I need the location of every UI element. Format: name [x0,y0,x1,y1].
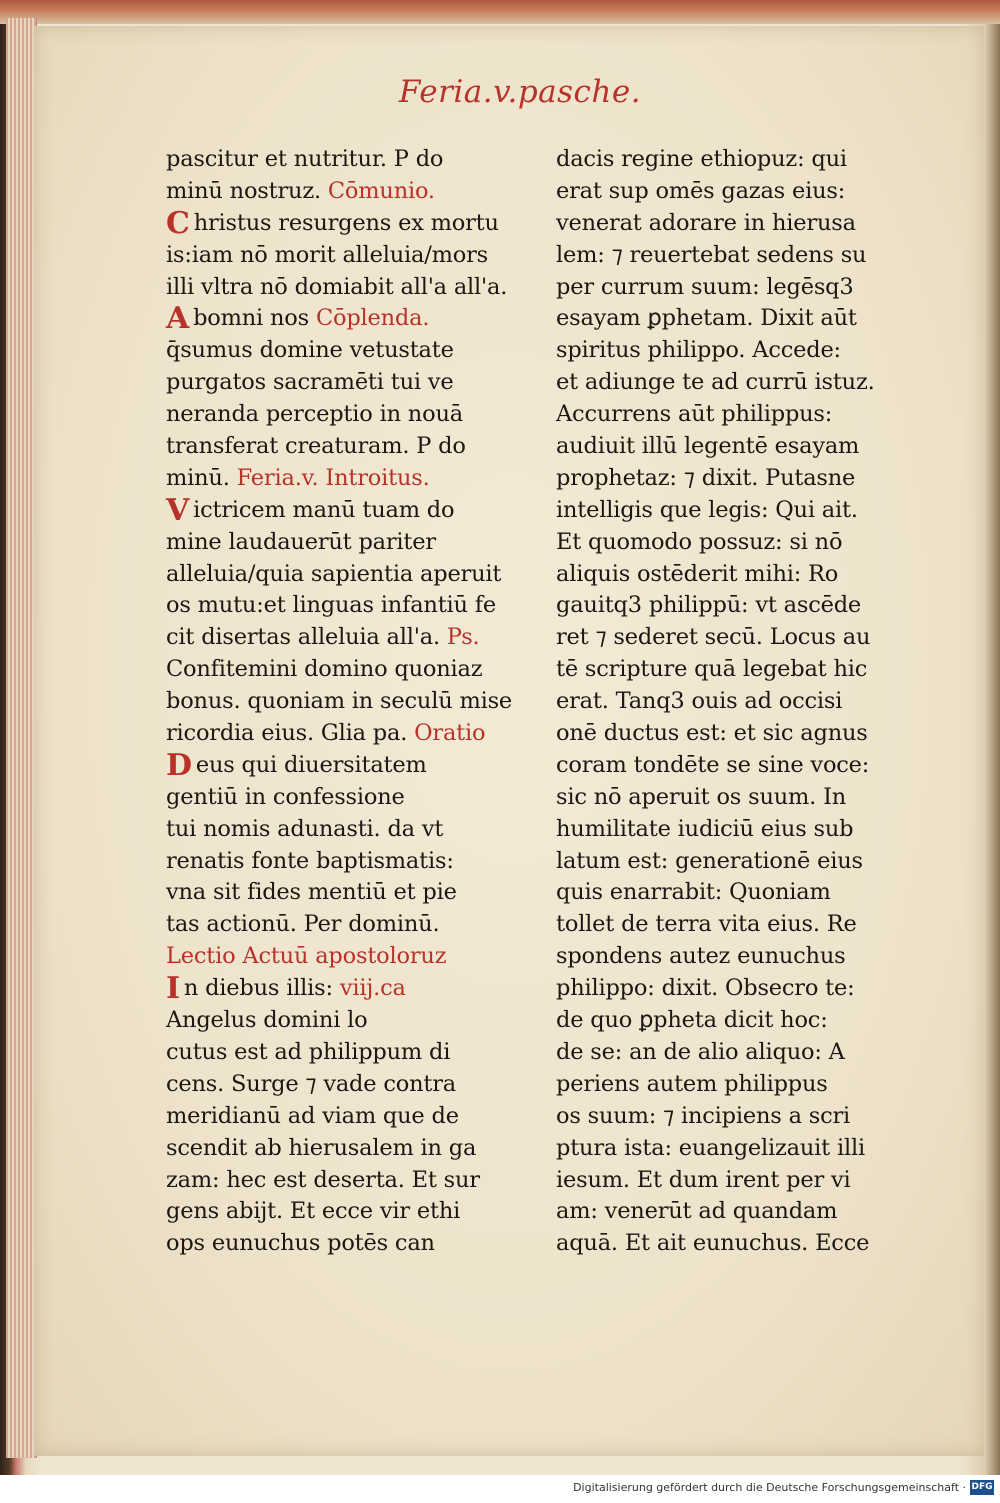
line-text: ictricem manū tuam do [193,496,455,523]
text-line: per currum suum: legēsq3 [556,273,854,300]
text-line: tollet de terra vita eius. Re [556,911,857,938]
initial-letter: I [166,971,180,1007]
line-text: scendit ab hierusalem in ga [166,1134,477,1161]
initial-letter: C [166,205,190,241]
text-line: aliquis ostēderit mihi: Ro [556,560,839,587]
line-text: pascitur et nutritur. P do [166,146,444,172]
text-line: humilitate iudiciū eius sub [556,815,854,842]
text-line [166,144,511,176]
text-line [166,1037,511,1069]
text-line: et adiunge te ad currū istuz. [556,369,875,396]
line-text: minū. [166,464,237,491]
line-text: alleluia/quia sapientia aperuit [166,560,502,587]
text-line: aquā. Et ait eunuchus. Ecce [556,1230,870,1257]
text-line: sic nō aperuit os suum. In [556,783,847,810]
line-text: eus qui diuersitatem [195,751,427,778]
text-line [166,367,511,399]
text-line: erat sup omēs gazas eius: [556,177,846,204]
text-line [166,335,511,367]
text-line [166,747,511,783]
text-line [166,1165,511,1197]
text-line [166,205,511,241]
text-line: de quo ꝑpheta dicit hoc: [556,1007,828,1034]
text-line: os suum: ⁊ incipiens a scri [556,1102,851,1129]
text-line: ptura ista: euangelizauit illi [556,1134,865,1161]
text-line [166,1228,511,1260]
text-line [166,973,511,1005]
running-title: Feria.v.pasche. [398,74,642,110]
text-line: esayam ꝑphetam. Dixit aūt [556,305,857,332]
line-text: mine laudauerūt pariter [166,528,436,555]
text-line: audiuit illū legentē esayam [556,433,860,460]
rubric-text: Lectio Actuū apostoloruz [166,943,447,970]
initial-letter: D [166,747,192,783]
initial-letter: A [166,301,190,337]
text-line: de se: an de alio aliquo: A [556,1038,845,1065]
text-line: erat. Tanq3 ouis ad occisi [556,688,843,715]
line-text: is:iam nō morit alleluia/mors [166,241,489,268]
funding-credit: Digitalisierung gefördert durch die Deutsche Forschungsgemeinschaft · [573,1481,966,1494]
text-line: prophetaz: ⁊ dixit. Putasne [556,464,856,491]
line-text: ricordia eius. Glia pa. [166,720,415,747]
line-text: vna sit fides mentiū et pie [166,879,457,906]
text-line: philippo: dixit. Obsecro te: [556,975,855,1002]
text-line [166,782,511,814]
text-line: lem: ⁊ reuertebat sedens su [556,241,867,268]
text-line [166,846,511,878]
text-line: onē ductus est: et sic agnus [556,720,868,747]
footer-bar [0,1475,1000,1503]
line-text: q̄sumus domine vetustate [166,337,454,364]
rubric-text: Oratio [414,720,486,747]
text-line [166,527,511,559]
line-text: gentiū in confessione [166,783,405,810]
text-line: venerat adorare in hierusa [556,209,856,236]
text-line [166,1196,511,1228]
line-text: renatis fonte baptismatis: [166,847,454,874]
text-line [166,654,511,686]
text-line: coram tondēte se sine voce: [556,751,870,778]
line-text: tas actionū. Per dominū. [166,911,440,938]
line-text: cutus est ad philippum di [166,1038,451,1065]
initial-letter: V [166,492,190,528]
line-text: neranda perceptio in nouā [166,401,463,428]
text-line [166,559,511,591]
text-line [166,399,511,431]
text-line [166,1101,511,1133]
text-line: Accurrens aūt philippus: [556,401,833,428]
text-line [166,463,511,495]
dfg-logo: DFG [970,1480,994,1495]
line-text: Angelus domini lo [166,1007,368,1034]
rubric-text: Cōplenda. [315,305,430,332]
line-text: meridianū ad viam que de [166,1102,459,1129]
text-line: spondens autez eunuchus [556,943,846,970]
text-line [166,303,511,335]
rubric-text: Cōmunio. [327,177,435,204]
text-line [166,1133,511,1165]
text-line: intelligis que legis: Qui ait. [556,496,858,523]
text-line [166,877,511,909]
page-leaves-edge [6,18,37,1458]
line-text: illi vltra nō domiabit all'a all'a. [166,273,508,300]
line-text: os mutu:et linguas infantiū fe [166,592,497,619]
text-line: spiritus philippo. Accede: [556,337,841,364]
rubric-text: Feria.v. Introitus. [236,464,430,491]
text-line [166,1069,511,1101]
text-line [166,492,511,528]
text-line: Et quomodo possuz: si nō [556,528,843,555]
line-text: n diebus illis: [183,975,340,1002]
text-line [166,1005,511,1037]
line-text: cens. Surge ⁊ vade contra [166,1070,456,1097]
text-line [166,686,511,718]
text-line [166,941,511,973]
left-text-column [166,144,511,1260]
text-line [166,590,511,622]
line-text: bonus. quoniam in seculū mise [166,688,513,715]
line-text: bomni nos [193,305,316,332]
text-line: latum est: generationē eius [556,847,863,874]
text-line: ret ⁊ sederet secū. Locus au [556,624,871,651]
line-text: transferat creaturam. P do [166,433,466,460]
line-text: ops eunuchus potēs can [166,1230,435,1257]
text-line: tē scripture quā legebat hic [556,656,868,683]
text-line: dacis regine ethiopuz: qui [556,146,847,172]
text-line [166,176,511,208]
line-text: tui nomis adunasti. da vt [166,815,444,842]
text-line [166,718,511,750]
line-text: minū nostruz. [166,177,328,204]
line-text: hristus resurgens ex mortu [193,209,499,236]
text-line: quis enarrabit: Quoniam [556,879,831,906]
text-line: am: venerūt ad quandam [556,1198,838,1225]
line-text: zam: hec est deserta. Et sur [166,1166,480,1193]
book-top-edge [0,0,1000,24]
text-line [166,272,511,304]
rubric-text: viij.ca [339,975,406,1002]
text-line [166,622,511,654]
line-text: gens abijt. Et ecce vir ethi [166,1198,461,1225]
right-text-column [556,144,901,1260]
text-line: periens autem philippus [556,1070,828,1097]
text-line [166,909,511,941]
rubric-text: Ps. [446,624,480,651]
line-text: purgatos sacramēti tui ve [166,369,454,396]
text-line [166,431,511,463]
line-text: Confitemini domino quoniaz [166,656,483,683]
text-line: gauitq3 philippū: vt ascēde [556,592,862,619]
line-text: cit disertas alleluia all'a. [166,624,447,651]
text-line: iesum. Et dum irent per vi [556,1166,851,1193]
text-line [166,240,511,272]
text-line [166,814,511,846]
